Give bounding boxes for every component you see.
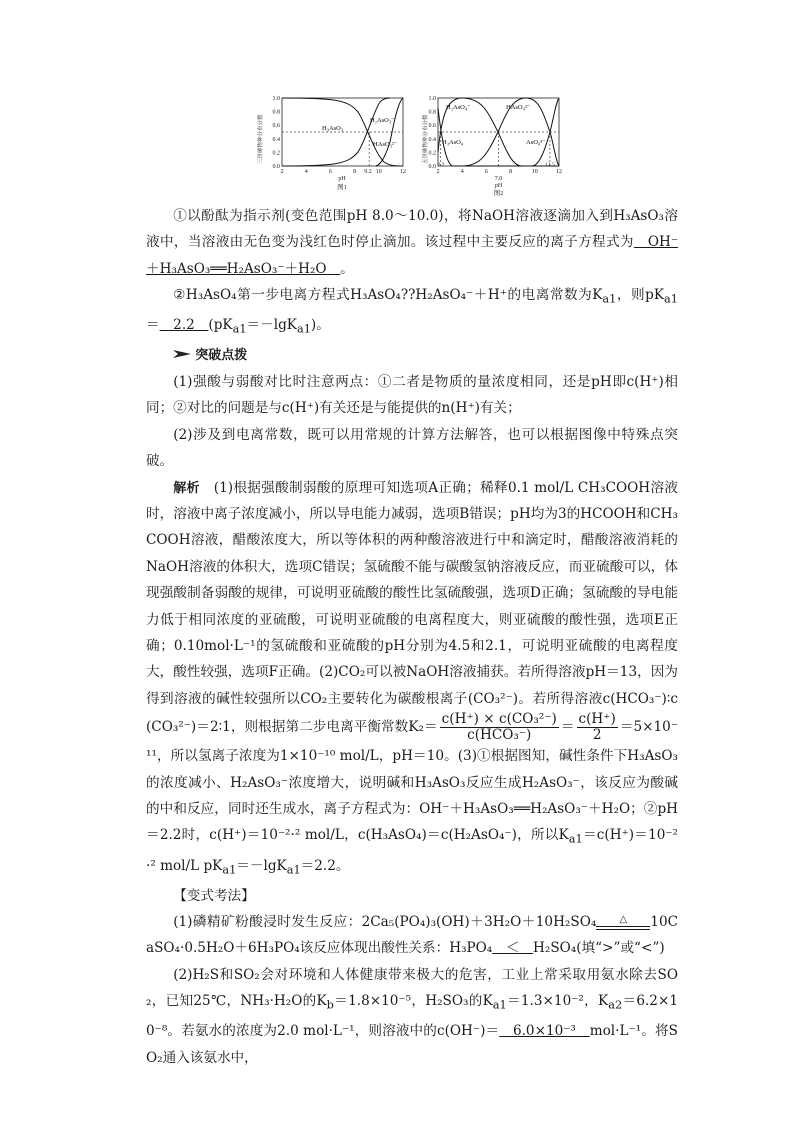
fig1-ytick-0: 0.0 — [272, 164, 280, 170]
jiexi-sub-a1-b: a1 — [222, 862, 237, 877]
question-2 — [146, 282, 678, 342]
jiexi-eq: ＝ — [560, 719, 575, 736]
figure-1-plot — [256, 92, 406, 200]
fig2-ylabel: 五价砷物种分布分数 — [423, 114, 429, 164]
fig1-ytick-1: 0.2 — [272, 150, 280, 157]
bianshi-q2-text-d: ＝6.2×10⁻⁸。若氨水的浓度为2.0 mol·L⁻¹，则溶液中的c(OH⁻)＝ — [146, 993, 678, 1040]
fig1-caption: 图1 — [337, 184, 347, 191]
tuopo-heading — [146, 342, 678, 368]
figure-2 — [422, 92, 572, 200]
tuopo-p1: (1)强酸与弱酸对比时注意两点：①二者是物质的量浓度相同，还是pH即c(H⁺)相同；②对比的问题是与c(H⁺)有关还是与能提供的n(H⁺)有关； — [146, 373, 678, 417]
bianshi-q1 — [146, 909, 678, 962]
fig2-xtick-8: 8 — [509, 169, 513, 175]
fig2-xtick-2: 2 — [436, 169, 440, 175]
jiexi-sub-a1: a1 — [568, 832, 583, 847]
fig2-ytick-0: 0.0 — [428, 164, 436, 170]
bianshi-q2-answer: 6.0×10⁻³ — [499, 1023, 590, 1040]
fig1-xmarker: 9.2 — [364, 169, 372, 175]
fig2-xtick-6: 6 — [484, 169, 488, 175]
fig2-label-h2aso4: H₂AsO₄⁻ — [446, 104, 471, 111]
fig1-label-haso3: HAsO₃²⁻ — [373, 141, 398, 148]
arrow-icon — [173, 342, 195, 368]
fig1-label-h2aso3: H₂AsO₃⁻ — [370, 117, 395, 124]
jiexi-text-3: ＝c(H⁺)＝10⁻²·² mol/L pK — [146, 827, 678, 874]
q2-post2: ＝－lgK — [246, 317, 297, 334]
fig1-xlabel: pH — [338, 176, 346, 182]
q1-answer: OH⁻＋H₃AsO₃══H₂AsO₃⁻＋H₂O — [146, 234, 678, 277]
figure-1 — [256, 92, 406, 200]
fig2-xtick-4: 4 — [460, 169, 464, 175]
fraction-1 — [440, 712, 559, 743]
heat-symbol: △ — [619, 914, 628, 926]
figure-2-plot — [422, 92, 572, 200]
fig1-ylabel: 三价砷物种分布分数 — [258, 114, 264, 164]
fig1-ytick-5: 1.0 — [272, 96, 280, 102]
fig2-xmarker-22: 2.2 — [437, 162, 445, 168]
jiexi-text-5: ＝2.2。 — [300, 857, 350, 874]
fig2-ytick-5: 1.0 — [428, 96, 436, 102]
bianshi-q2 — [146, 962, 678, 1071]
fig2-xtick-10: 10 — [531, 169, 538, 175]
figures-row — [0, 92, 794, 200]
fig2-caption: 图2 — [493, 190, 504, 197]
fig1-xtick-4: 4 — [304, 169, 308, 175]
q2-sub-a1: a1 — [602, 291, 617, 306]
question-1 — [146, 203, 678, 282]
fig2-xlabel: pH — [494, 183, 503, 189]
jiexi-text-4: ＝－lgK — [236, 857, 287, 874]
bianshi-sub-b: b — [326, 997, 334, 1012]
jiexi-label: 解析 — [173, 479, 200, 495]
fraction-2 — [577, 712, 618, 743]
q2-post3: )。 — [310, 317, 330, 334]
heat-arrow — [596, 915, 650, 930]
fig2-ytick-2: 0.4 — [428, 136, 436, 143]
bianshi-q1-text-c: H₂SO₄(填“>”或“<”) — [533, 940, 665, 957]
fig2-ytick-3: 0.6 — [428, 123, 436, 130]
fig2-label-h3aso4: H₃AsO₄ — [442, 139, 464, 146]
q2-mid: ，则pK — [616, 287, 665, 304]
fig1-xtick-6: 6 — [328, 169, 332, 175]
fraction-2-numerator: c(H⁺) — [578, 711, 616, 728]
bianshi-q2-text-c: ＝1.3×10⁻²，K — [506, 993, 609, 1010]
q2-sub-a1-b: a1 — [664, 291, 679, 306]
fig2-ytick-1: 0.2 — [428, 150, 436, 157]
fig2-xmarker-70: 7.0 — [494, 176, 503, 182]
q2-eq: ＝ — [146, 317, 160, 334]
bianshi-heading: 【变式考法】 — [173, 887, 255, 904]
q1-text: ①以酚酞为指示剂(变色范围pH 8.0～10.0)，将NaOH溶液逐滴加入到H₃AsO₃溶液中，当溶液由无色变为浅红色时停止滴加。该过程中主要反应的离子方程式为 — [146, 208, 678, 251]
q2-post: (pK — [208, 317, 233, 334]
fig1-xtick-8: 8 — [353, 169, 357, 175]
fig1-ytick-2: 0.4 — [272, 136, 280, 143]
jiexi-text-2: ＝5×10⁻¹¹，所以氢离子浓度为1×10⁻¹⁰ mol/L，pH＝10。(3)①根据图知，碱性条件下H₃AsO₃的浓度减小、H₂AsO₃⁻浓度增大，说明碱和H₃AsO₃反应生成H₂AsO₃⁻，该反应为酸碱的中和反应，同时还生成水，离子方程式为：OH⁻＋H₃AsO₃══H₂AsO₃⁻＋H₂O；②pH＝2.2时，c(H⁺)＝10⁻²·² mol/L，c(H₃AsO₄)＝c(H₂AsO₄⁻)，所以K — [146, 719, 679, 844]
q1-end: 。 — [340, 260, 354, 277]
fig1-ytick-3: 0.6 — [272, 123, 280, 130]
q2-text: ②H₃AsO₄第一步电离方程式H₃AsO₄??H₂AsO₄⁻＋H⁺的电离常数为K — [173, 287, 603, 304]
fig2-xmarker-115: 11.5 — [545, 162, 555, 168]
jiexi-text-1: (1)根据强酸制弱酸的原理可知选项A正确；稀释0.1 mol/L CH₃COOH溶液时，溶液中离子浓度减小，所以导电能力减弱，选项B错误；pH均为3的HCOOH和CH₃COOH溶液，醋酸浓度大，所以等体积的两种酸溶液进行中和滴定时，醋酸溶液消耗的NaOH溶液的体积大，选项C错误；氢硫酸不能与碳酸氢钠溶液反应，而亚硫酸可以，体现强酸制备弱酸的规律，可说明亚硫酸的酸性比氢硫酸强，选项D正确；氢硫酸的导电能力低于相同浓度的亚硫酸，可说明亚硫酸的电离程度大，则亚硫酸的酸性强，选项E正确；0.10mol·L⁻¹的氢硫酸和亚硫酸的pH分别为4.5和2.1，可说明亚硫酸的电离程度大，酸性较强，选项F正确。(2)CO₂可以被NaOH溶液捕获。若所得溶液pH＝13，因为得到溶液的碱性较强所以CO₂主要转化为碳酸根离子(CO₃²⁻)。若所得溶液c(HCO₃⁻)∶c(CO₃²⁻)＝2∶1，则根据第二步电离平衡常数K₂＝ — [146, 479, 678, 736]
bianshi-q1-text-a: (1)磷精矿粉酸浸时发生反应：2Ca₅(PO₄)₃(OH)＋3H₂O＋10H₂SO₄ — [173, 914, 597, 931]
q2-sub-a1-d: a1 — [296, 322, 311, 337]
bianshi-sub-a2: a2 — [608, 997, 623, 1012]
fig1-xtick-12: 12 — [400, 169, 406, 175]
bianshi-q1-answer: ＜ — [492, 940, 534, 957]
q2-sub-a1-c: a1 — [232, 322, 247, 337]
bianshi-sub-a1: a1 — [492, 997, 507, 1012]
fig2-xtick-12: 12 — [556, 169, 562, 175]
fig2-label-aso4: AsO₄³⁻ — [526, 139, 546, 146]
bianshi-q2-text-e: mol·L⁻¹。将SO₂通入该氨水中， — [146, 1023, 678, 1066]
fig1-xtick-10: 10 — [375, 169, 382, 175]
fig1-xtick-2: 2 — [280, 169, 284, 175]
fig1-label-h3aso3: H₃AsO₃ — [322, 125, 344, 132]
jiexi-paragraph — [146, 475, 678, 883]
fig1-ytick-4: 0.8 — [272, 109, 280, 116]
tuopo-p2: (2)涉及到电离常数，既可以用常规的计算方法解答，也可以根据图像中特殊点突破。 — [146, 426, 678, 470]
q2-answer: 2.2 — [159, 317, 209, 334]
fraction-1-denominator: c(HCO₃⁻) — [467, 727, 532, 744]
bianshi-q1-text-b: 10CaSO₄·0.5H₂O＋6H₃PO₄该反应体现出酸性关系：H₃PO₄ — [146, 914, 678, 957]
bianshi-q2-text-a: (2)H₂S和SO₂会对环境和人体健康带来极大的危害，工业上常采取用氨水除去SO₂，已知25℃，NH₃·H₂O的K — [146, 966, 678, 1010]
main-text — [146, 203, 678, 1071]
fig2-ytick-4: 0.8 — [428, 109, 436, 116]
fig2-label-haso4: HAsO₄²⁻ — [506, 104, 531, 111]
fraction-2-denominator: 2 — [592, 727, 602, 744]
jiexi-sub-a1-c: a1 — [286, 862, 301, 877]
fraction-1-numerator: c(H⁺) × c(CO₃²⁻) — [441, 711, 557, 728]
bianshi-q2-text-b: ＝1.8×10⁻⁵，H₂SO₃的K — [333, 993, 493, 1010]
tuopo-title: 突破点拨 — [195, 347, 248, 363]
